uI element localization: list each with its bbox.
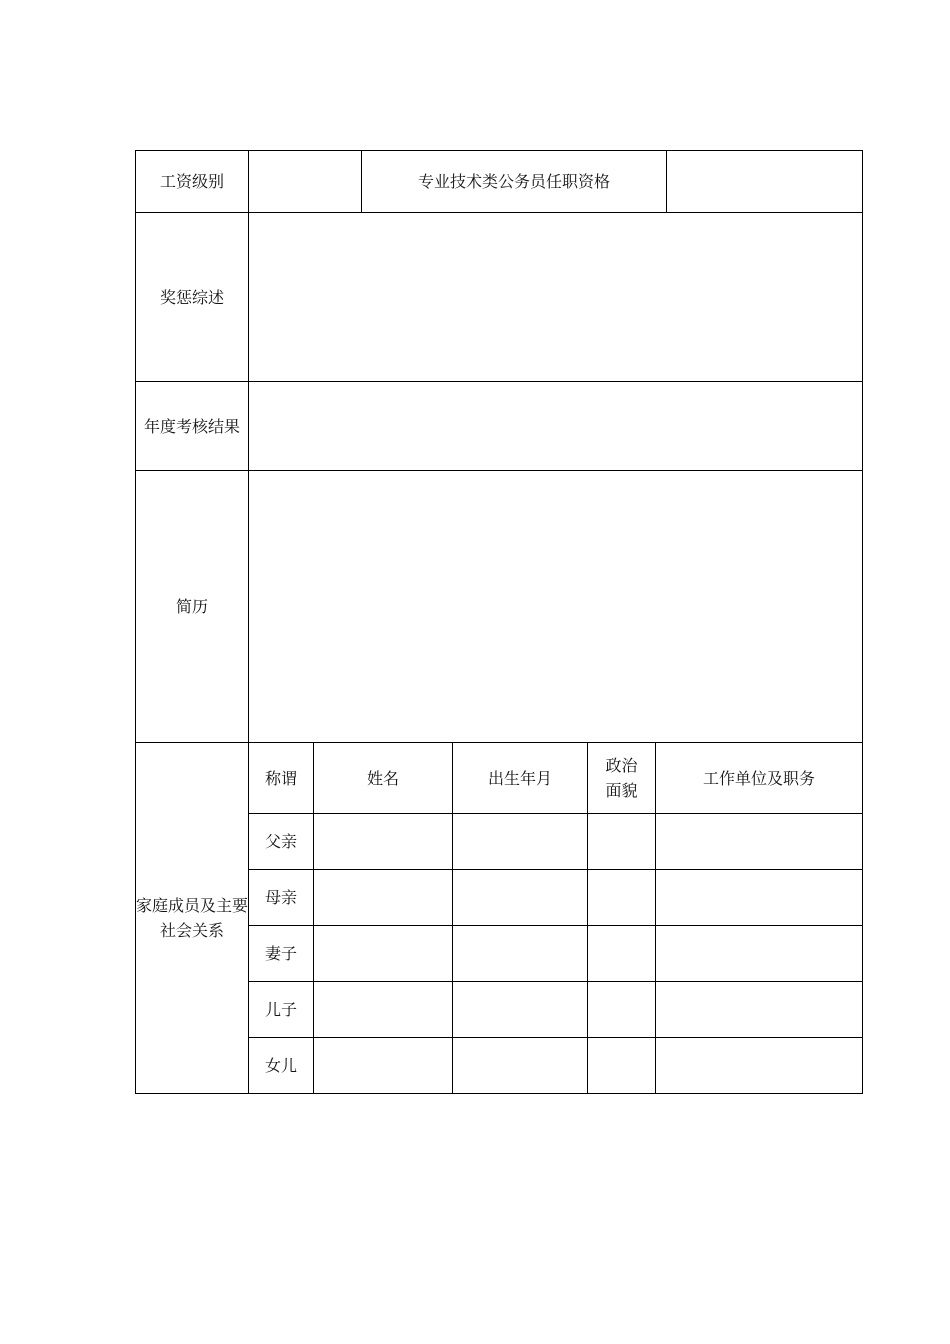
- family-political-cell[interactable]: [588, 1038, 656, 1094]
- salary-grade-row: [136, 151, 863, 213]
- family-birth-cell[interactable]: [453, 814, 588, 870]
- family-header-relation: 称谓: [249, 743, 314, 814]
- resume-value-cell[interactable]: [249, 471, 863, 743]
- family-work-cell[interactable]: [656, 870, 863, 926]
- family-header-political: 政治面貌: [588, 743, 656, 814]
- family-relation: 父亲: [249, 814, 314, 870]
- family-name-cell[interactable]: [314, 814, 453, 870]
- family-relation: 母亲: [249, 870, 314, 926]
- family-relation: 女儿: [249, 1038, 314, 1094]
- awards-label: 奖惩综述: [136, 213, 249, 382]
- family-birth-cell[interactable]: [453, 1038, 588, 1094]
- professional-qualification-value-cell[interactable]: [667, 151, 863, 213]
- family-political-cell[interactable]: [588, 926, 656, 982]
- family-name-cell[interactable]: [314, 926, 453, 982]
- family-birth-cell[interactable]: [453, 870, 588, 926]
- professional-qualification-label: 专业技术类公务员任职资格: [362, 151, 667, 213]
- family-work-cell[interactable]: [656, 1038, 863, 1094]
- annual-review-row: [136, 382, 863, 471]
- resume-row: [136, 471, 863, 743]
- family-name-cell[interactable]: [314, 870, 453, 926]
- family-header-birth: 出生年月: [453, 743, 588, 814]
- family-work-cell[interactable]: [656, 926, 863, 982]
- family-political-cell[interactable]: [588, 814, 656, 870]
- annual-review-value-cell[interactable]: [249, 382, 863, 471]
- family-birth-cell[interactable]: [453, 982, 588, 1038]
- family-birth-cell[interactable]: [453, 926, 588, 982]
- salary-grade-label: 工资级别: [136, 151, 249, 213]
- family-header-work: 工作单位及职务: [656, 743, 863, 814]
- awards-row: [136, 213, 863, 382]
- family-header-name: 姓名: [314, 743, 453, 814]
- family-relation: 妻子: [249, 926, 314, 982]
- annual-review-label: 年度考核结果: [136, 382, 249, 471]
- family-label: 家庭成员及主要社会关系: [136, 743, 249, 1094]
- family-relation: 儿子: [249, 982, 314, 1038]
- family-political-cell[interactable]: [588, 870, 656, 926]
- family-work-cell[interactable]: [656, 982, 863, 1038]
- family-header-row: [136, 743, 863, 814]
- family-work-cell[interactable]: [656, 814, 863, 870]
- family-name-cell[interactable]: [314, 1038, 453, 1094]
- awards-value-cell[interactable]: [249, 213, 863, 382]
- family-name-cell[interactable]: [314, 982, 453, 1038]
- family-political-cell[interactable]: [588, 982, 656, 1038]
- salary-grade-value-cell[interactable]: [249, 151, 362, 213]
- personnel-form-table: [135, 150, 863, 1094]
- resume-label: 简历: [136, 471, 249, 743]
